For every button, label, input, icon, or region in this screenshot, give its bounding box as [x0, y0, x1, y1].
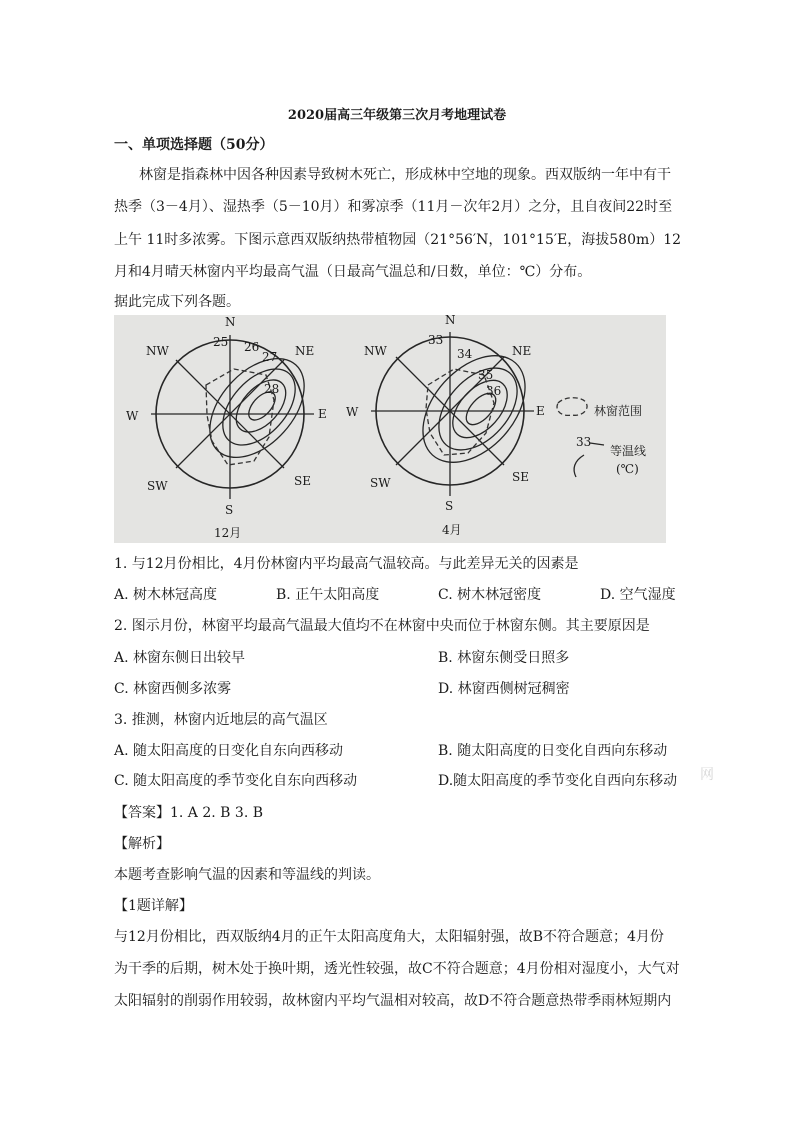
- dir-w-left: W: [126, 409, 139, 423]
- dir-w-right: W: [346, 405, 359, 419]
- isotherm-25: 25: [213, 335, 229, 349]
- analysis-heading: 【解析】: [114, 836, 170, 852]
- isotherm-33: 33: [428, 333, 444, 347]
- caption-december: 12月: [214, 526, 242, 540]
- question-3-stem: 3. 推测，林窗内近地层的高气温区: [114, 712, 328, 728]
- figure-legend: [557, 398, 646, 477]
- diagram-december: [126, 315, 327, 540]
- isotherm-34: 34: [457, 347, 473, 361]
- question-3-option-c[interactable]: C. 随太阳高度的季节变化自东向西移动: [114, 773, 358, 789]
- dir-s-right: S: [445, 499, 454, 513]
- intro-line-3: 上午 11时多浓雾。下图示意西双版纳热带植物园（21°56′N，101°15′E，海拔580m）12: [114, 232, 682, 248]
- intro-line-1: 林窗是指森林中因各种因素导致树木死亡，形成林中空地的现象。西双版纳一年中有干: [139, 167, 671, 183]
- dir-ne-right: NE: [512, 344, 532, 358]
- detail-heading: 【1题详解】: [114, 898, 193, 914]
- watermark: 网: [700, 767, 714, 783]
- exam-title: 2020届高三年级第三次月考地理试卷: [287, 108, 507, 123]
- analysis-text: 本题考查影响气温的因素和等温线的判读。: [114, 867, 380, 883]
- question-3-option-a[interactable]: A. 随太阳高度的日变化自东向西移动: [114, 743, 344, 759]
- dir-n-right: N: [445, 315, 456, 327]
- intro-instruction: 据此完成下列各题。: [114, 294, 240, 310]
- dir-se-left: SE: [294, 474, 311, 488]
- dir-s-left: S: [225, 503, 234, 517]
- question-2-option-d[interactable]: D. 林窗西侧树冠稠密: [438, 681, 570, 697]
- question-2-option-a[interactable]: A. 林窗东侧日出较早: [114, 650, 246, 666]
- question-1-option-d[interactable]: D. 空气湿度: [600, 587, 676, 603]
- dir-n-left: N: [225, 315, 236, 329]
- dir-nw-left: NW: [146, 344, 169, 358]
- isotherm-28: 28: [264, 382, 280, 396]
- question-3-option-b[interactable]: B. 随太阳高度的日变化自西向东移动: [438, 743, 668, 759]
- intro-line-2: 热季（3－4月）、湿热季（5－10月）和雾凉季（11月－次年2月）之分，且自夜间22时至: [114, 199, 673, 215]
- legend-isotherm-unit: (℃): [616, 462, 639, 476]
- question-2-option-b[interactable]: B. 林窗东侧受日照多: [438, 650, 570, 666]
- question-2-stem: 2. 图示月份，林窗平均最高气温最大值均不在林窗中央而位于林窗东侧。其主要原因是: [114, 618, 650, 634]
- dir-nw-right: NW: [364, 344, 387, 358]
- isotherm-figure: [114, 315, 666, 543]
- detail-line-2: 为干季的后期，树木处于换叶期，透光性较强，故C不符合题意；4月份相对湿度小，大气对: [114, 961, 680, 977]
- dir-ne-left: NE: [295, 344, 315, 358]
- legend-gap-label: 林窗范围: [594, 404, 643, 418]
- intro-line-4: 月和4月晴天林窗内平均最高气温（日最高气温总和/日数，单位：℃）分布。: [114, 264, 592, 280]
- question-1-option-a[interactable]: A. 树木林冠高度: [114, 587, 218, 603]
- dir-e-right: E: [536, 404, 545, 418]
- legend-isotherm-sample: 33: [576, 435, 592, 449]
- section-heading: 一、单项选择题（50分）: [114, 137, 274, 153]
- detail-line-3: 太阳辐射的削弱作用较弱，故林窗内平均气温相对较高，故D不符合题意热带季雨林短期内: [114, 993, 672, 1009]
- answer-line: 【答案】1. A 2. B 3. B: [114, 805, 264, 821]
- dir-e-left: E: [318, 407, 327, 421]
- dir-sw-right: SW: [370, 476, 391, 490]
- question-1-option-b[interactable]: B. 正午太阳高度: [276, 587, 380, 603]
- isotherm-27: 27: [262, 350, 278, 364]
- dir-se-right: SE: [512, 470, 529, 484]
- caption-april: 4月: [442, 523, 462, 537]
- question-2-option-c[interactable]: C. 林窗西侧多浓雾: [114, 681, 232, 697]
- dir-sw-left: SW: [147, 479, 168, 493]
- legend-isotherm-label: 等温线: [610, 444, 647, 458]
- diagram-april: [346, 315, 545, 537]
- isotherm-36: 36: [486, 384, 502, 398]
- question-3-option-d[interactable]: D.随太阳高度的季节变化自西向东移动: [438, 773, 678, 789]
- isotherm-26: 26: [244, 340, 260, 354]
- isotherm-35: 35: [478, 368, 494, 382]
- detail-line-1: 与12月份相比，西双版纳4月的正午太阳高度角大，太阳辐射强，故B不符合题意；4月份: [114, 929, 664, 945]
- question-1-stem: 1. 与12月份相比，4月份林窗内平均最高气温较高。与此差异无关的因素是: [114, 556, 579, 572]
- question-1-option-c[interactable]: C. 树木林冠密度: [438, 587, 542, 603]
